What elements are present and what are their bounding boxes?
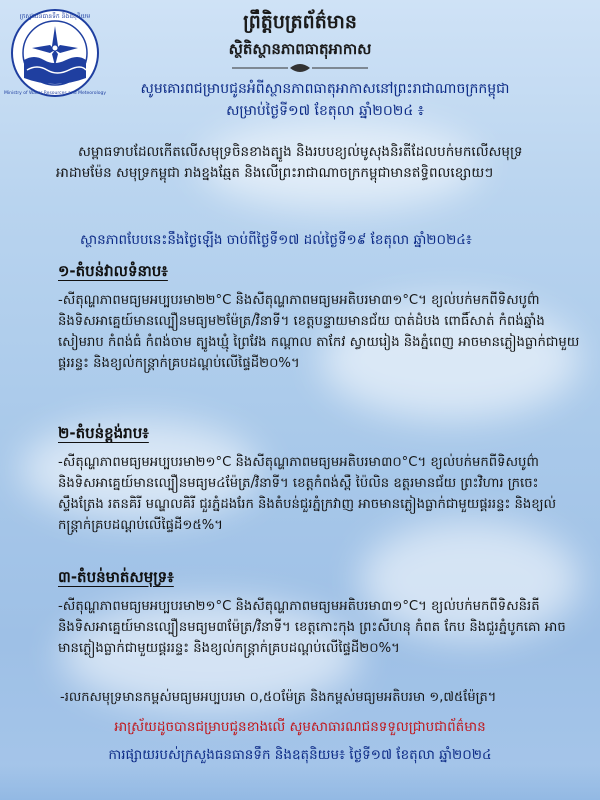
section-body-lowland: -សីតុណ្ហភាពមធ្យមអប្បបរមា២២°C និងសីតុណ្ហភាពមធ្យមអតិបរមា៣១°C។ ខ្យល់បក់មកពីទិសបូព៌ា និងទិសអាគ្នេយ៍មានល្បឿនមធ្យម២ម៉ែត្រ/វិនាទី។ ខេត្តបន្ទាយមានជ័យ បាត់ដំបង ពោធិ៍សាត់ កំពង់ឆ្នាំង សៀមរាប កំពង់ធំ កំពង់ចាម ត្បូងឃ្មុំ ព្រៃវែង កណ្ដាល តាកែវ ស្វាយរៀង និងភ្នំពេញ អាចមានភ្លៀងធ្លាក់ជាមួយផ្គររន្ទះ និងខ្យល់កន្ត្រាក់គ្របដណ្ដប់លើផ្ទៃដី២០%។ <box>58 293 580 371</box>
title-flourish-icon <box>230 62 370 74</box>
bulletin-subtitle: ស្ថិតិស្ថានភាពធាតុអាកាស <box>228 40 372 58</box>
forecast-period-paragraph: ស្ថានភាពបែបនេះនឹងថ្ងៃឡើង ចាប់ពីថ្ងៃទី១៧ ដល់ថ្ងៃទី១៩ ខែតុលា ឆ្នាំ២០២៤៖ <box>80 232 472 248</box>
logo-ring-text-bottom: Ministry of Water Resources and Meteorology <box>3 91 107 96</box>
intro-line-2: សម្រាប់ថ្ងៃទី១៧ ខែតុលា ឆ្នាំ២០២៤ ៖ <box>226 103 424 119</box>
sea-wave-note: -រលកសមុទ្រមានកម្ពស់មធ្យមអប្បបរមា ០,៥០ម៉ែត្រ និងកម្ពស់មធ្យមអតិបរមា ១,៧៥ម៉ែត្រ។ <box>60 690 497 705</box>
intro-line-1: សូមគោរពជម្រាបជូនអំពីស្ថានភាពធាតុអាកាសនៅព្រះរាជាណាចក្រកម្ពុជា <box>140 81 510 97</box>
section-body-plateau: -សីតុណ្ហភាពមធ្យមអប្បបរមា២១°C និងសីតុណ្ហភាពមធ្យមអតិបរមា៣០°C។ ខ្យល់បក់មកពីទិសបូព៌ា និងទិសអាគ្នេយ៍មានល្បឿនមធ្យម៤ម៉ែត្រ/វិនាទី។ ខេត្តកំពង់ស្ពឺ ប៉ៃលិន ឧត្តរមានជ័យ ព្រះវិហារ ក្រចេះ ស្ទឹងត្រែង រតនគិរី មណ្ឌលគិរី ជួរភ្នំដងរែក និងតំបន់ជួរភ្នំក្រវាញ អាចមានភ្លៀងធ្លាក់ជាមួយផ្គររន្ទះ និងខ្យល់កន្ត្រាក់គ្របដណ្ដប់លើផ្ទៃដី១៥%។ <box>58 455 557 533</box>
bottom-band <box>0 764 600 800</box>
section-title-plateau: ២-តំបន់ខ្ពង់រាប៖ <box>58 424 149 442</box>
intro-block <box>60 78 590 122</box>
synopsis-paragraph: សម្ពាធទាបដែលកើតលើសមុទ្រចិនខាងត្បូង និងរបបខ្យល់មូសុងនិរតីដែលបក់មកលើសមុទ្រអាដាមម៉ែន សមុទ្រកម្ពុជា រាងខ្នងឆ្មែត និងលើព្រះរាជាណាចក្រកម្ពុជាមានឥទ្ធិពលខ្សោយៗ <box>56 144 523 181</box>
bulletin-title: ព្រឹត្តិបត្រព័ត៌មាន <box>243 11 357 33</box>
logo-ring-text-top: ក្រសួងធនធានទឹក និងឧតុនិយម <box>19 13 91 20</box>
footer-notice: អាស្រ័យដូចបានជម្រាបជូនខាងលើ សូមសាធារណជនទទួលជ្រាបជាព័ត៌មាន <box>114 719 486 735</box>
section-title-lowland: ១-តំបន់វាលទំនាប៖ <box>58 262 168 280</box>
section-body-coastal: -សីតុណ្ហភាពមធ្យមអប្បបរមា២១°C និងសីតុណ្ហភាពមធ្យមអតិបរមា៣១°C។ ខ្យល់បក់មកពីទិសនិរតី និងទិសអាគ្នេយ៍មានល្បឿនមធ្យម៣ម៉ែត្រ/វិនាទី។ ខេត្តកោះកុង ព្រះសីហនុ កំពត កែប និងជួរភ្នំបូកគោ អាចមានភ្លៀងធ្លាក់ជាមួយផ្គររន្ទះ និងខ្យល់កន្ត្រាក់គ្របដណ្ដប់លើផ្ទៃដី២០%។ <box>58 599 566 656</box>
footer-publisher: ការផ្សាយរបស់ក្រសួងធនធានទឹក និងឧតុនិយម៖ ថ្ងៃទី១៧ ខែតុលា ឆ្នាំ២០២៤ <box>108 747 492 763</box>
section-title-coastal: ៣-តំបន់មាត់សមុទ្រ៖ <box>58 568 174 586</box>
